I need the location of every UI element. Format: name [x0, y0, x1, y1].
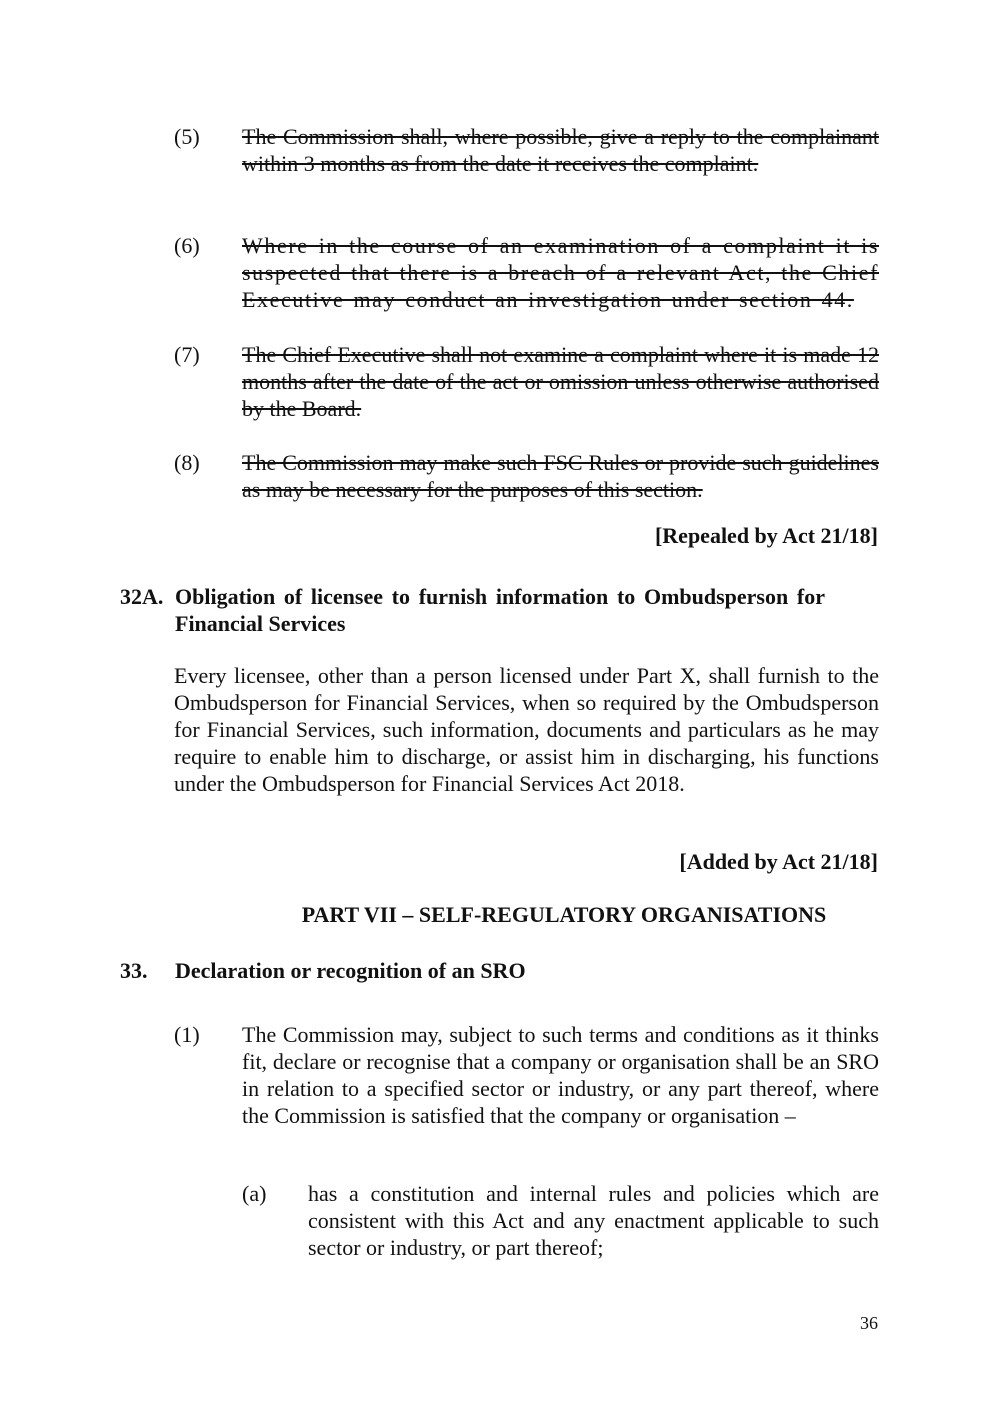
subsection-number: (8) — [174, 450, 200, 475]
subsection-number: (7) — [174, 342, 200, 367]
repealed-note: [Repealed by Act 21/18] — [654, 523, 878, 548]
subsection-text-struck: The Commission shall, where possible, give a reply to the complainant within 3 months as from the date it receives the complaint. — [242, 124, 879, 176]
subsection-text-struck: The Chief Executive shall not examine a complaint where it is made 12 months after the date of the act or omission unless otherwise authorised by the Board. — [242, 342, 879, 421]
subsection-text: The Commission may, subject to such terms and conditions as it thinks fit, declare or recognise that a company or organisation shall be an SRO in relation to a specified sector or industry, or any part thereof, where the Commission is satisfied that the company or organisation – — [242, 1022, 879, 1128]
subsection-number: (6) — [174, 233, 200, 258]
section-number: 32A. — [120, 584, 164, 609]
paragraph-text: has a constitution and internal rules and policies which are consistent with this Act and any enactment applicable to such sector or industry, or part thereof; — [308, 1181, 879, 1260]
subsection-number: (1) — [174, 1022, 200, 1047]
subsection-text-struck: The Commission may make such FSC Rules or provide such guidelines as may be necessary for the purposes of this section. — [242, 450, 879, 502]
subsection-text-struck: Where in the course of an examination of a complaint it is suspected that there is a breach of a relevant Act, the Chief Executive may conduct an investigation under section 44. — [242, 233, 879, 312]
part-title: PART VII – SELF-REGULATORY ORGANISATIONS — [301, 902, 827, 927]
section-number: 33. — [120, 958, 148, 983]
section-title: Obligation of licensee to furnish information to Ombudsperson for Financial Services — [175, 584, 825, 636]
added-note: [Added by Act 21/18] — [679, 849, 878, 874]
section-32a-text: Every licensee, other than a person licensed under Part X, shall furnish to the Ombudsperson for Financial Services, when so required by the Ombudsperson for Financial Services, such information, documents and particulars as he may require to enable him to discharge, or assist him in discharging, his functions under the Ombudsperson for Financial Services Act 2018. — [174, 663, 879, 796]
section-title: Declaration or recognition of an SRO — [175, 958, 526, 983]
paragraph-number: (a) — [242, 1181, 267, 1206]
subsection-number: (5) — [174, 124, 200, 149]
page-number: 36 — [860, 1313, 878, 1333]
